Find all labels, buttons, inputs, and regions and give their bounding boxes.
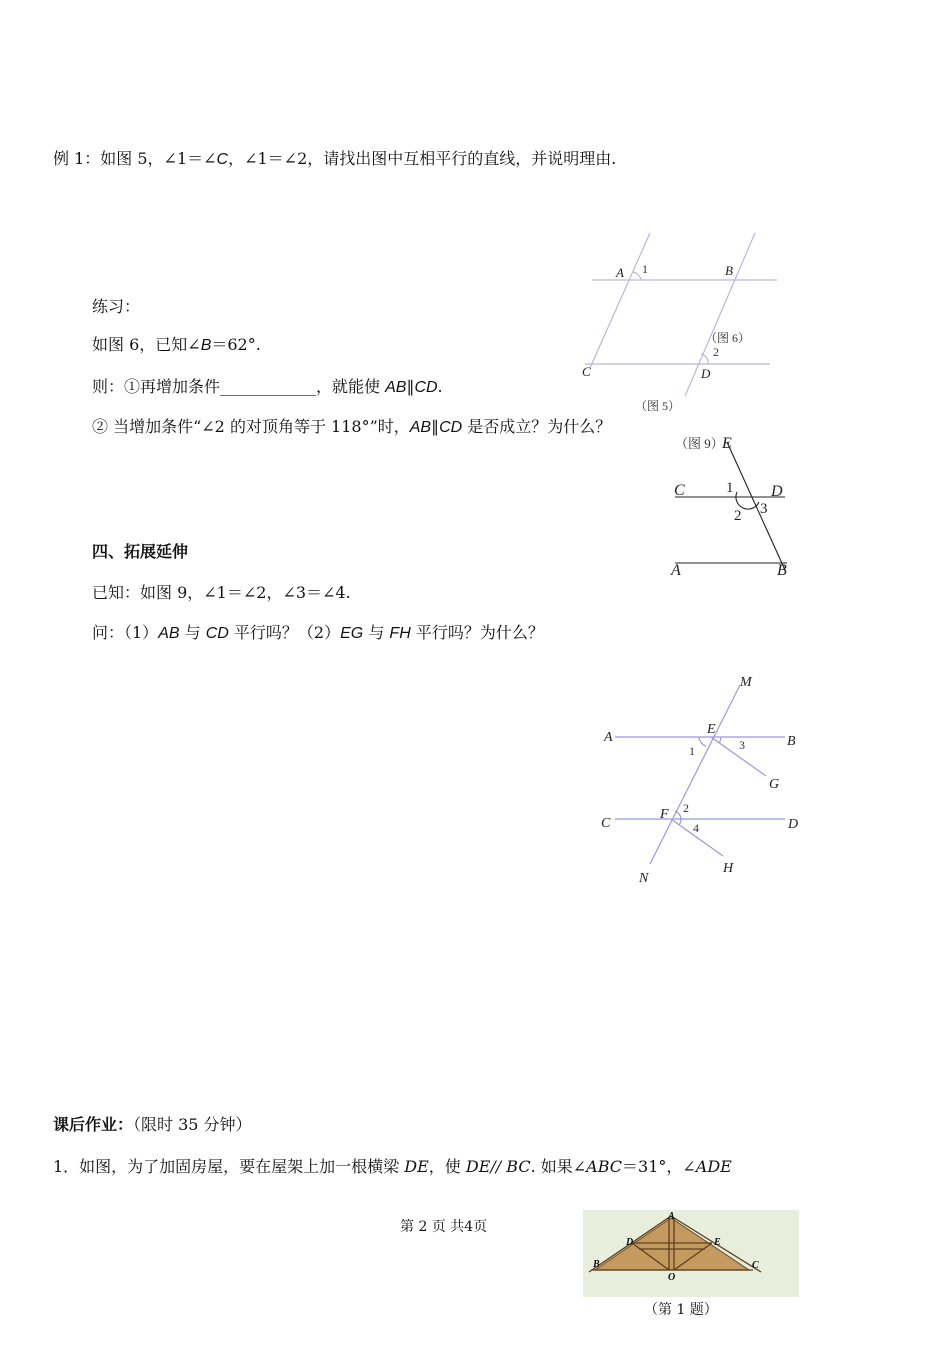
practice-title: 练习： <box>92 297 141 316</box>
angle-2-label: 2 <box>734 508 742 524</box>
angle-1-label: 1 <box>726 480 734 496</box>
practice-question-2: ② 当增加条件“∠2 的对顶角等于 118°”时，AB∥CD 是否成立？为什么？ <box>92 417 612 436</box>
figure-6-caption: （图 6） <box>705 331 751 345</box>
label-m: M <box>740 675 752 690</box>
label-c: C <box>674 482 685 499</box>
angle-4-label: 4 <box>693 821 699 835</box>
label-d: D <box>701 366 711 381</box>
label-b: B <box>787 734 796 749</box>
practice-given: 如图 6，已知∠B＝62°. <box>92 335 261 354</box>
angle-arcs <box>736 492 759 509</box>
section-heading: 四、拓展延伸 <box>92 544 189 561</box>
angle-3-arc <box>719 737 721 743</box>
label-b: B <box>593 1259 600 1270</box>
figure-roof-caption: （第 1 题） <box>644 1302 718 1318</box>
homework-title: 课后作业：（限时 35 分钟） <box>53 1115 252 1134</box>
line-bd <box>685 233 755 396</box>
angle-3-label: 3 <box>760 501 768 517</box>
angle-3-label: 3 <box>739 738 745 752</box>
figure-extension <box>595 668 810 888</box>
section4-given: 已知：如图 9，∠1＝∠2，∠3＝∠4. <box>92 583 351 602</box>
label-a: A <box>604 730 613 745</box>
angle-1-arc <box>699 737 706 746</box>
homework-question-1: 1．如图，为了加固房屋，要在屋架上加一根横梁 DE，使 DE// BC. 如果∠ABC＝31°，∠ADE <box>53 1157 732 1176</box>
angle-1-label: 1 <box>689 744 695 758</box>
line-ac <box>590 233 650 368</box>
page-footer: 第 2 页 共4页 <box>400 1219 488 1235</box>
label-o: O <box>668 1272 676 1283</box>
label-c: C <box>582 364 591 379</box>
angle-2-label: 2 <box>713 345 719 359</box>
section4-question: 问：（1）AB 与 CD 平行吗？（2）EG 与 FH 平行吗？为什么？ <box>92 623 544 642</box>
label-e: E <box>714 1237 721 1248</box>
angle-1-label: 1 <box>642 262 648 276</box>
label-d: D <box>788 817 799 832</box>
label-b: B <box>725 263 733 278</box>
angle-1-arc <box>633 272 641 280</box>
practice-question-1: 则：①再增加条件____________，就能使 AB∥CD. <box>92 377 443 396</box>
label-e: E <box>722 435 732 452</box>
example1-text: 例 1：如图 5，∠1＝∠C，∠1＝∠2，请找出图中互相平行的直线，并说明理由. <box>53 149 617 168</box>
label-n: N <box>639 871 649 886</box>
label-a: A <box>616 265 624 280</box>
figure-5-caption: （图 5） <box>635 399 681 413</box>
angle-2-label: 2 <box>683 801 689 815</box>
figure-5 <box>575 228 790 418</box>
label-g: G <box>769 777 780 792</box>
label-d: D <box>771 483 783 500</box>
label-c: C <box>752 1260 759 1271</box>
label-h: H <box>723 861 734 876</box>
label-f: F <box>660 807 669 822</box>
figure-9 <box>665 430 795 580</box>
label-a: A <box>671 562 681 579</box>
figure-roof-truss <box>583 1210 799 1297</box>
label-e: E <box>707 722 716 737</box>
angle-4-arc <box>679 819 681 825</box>
label-a: A <box>668 1211 675 1222</box>
figure-9-caption: （图 9） <box>675 436 724 451</box>
line-mn <box>650 685 740 864</box>
label-d: D <box>626 1237 634 1248</box>
label-c: C <box>601 816 611 831</box>
label-b: B <box>777 562 787 579</box>
